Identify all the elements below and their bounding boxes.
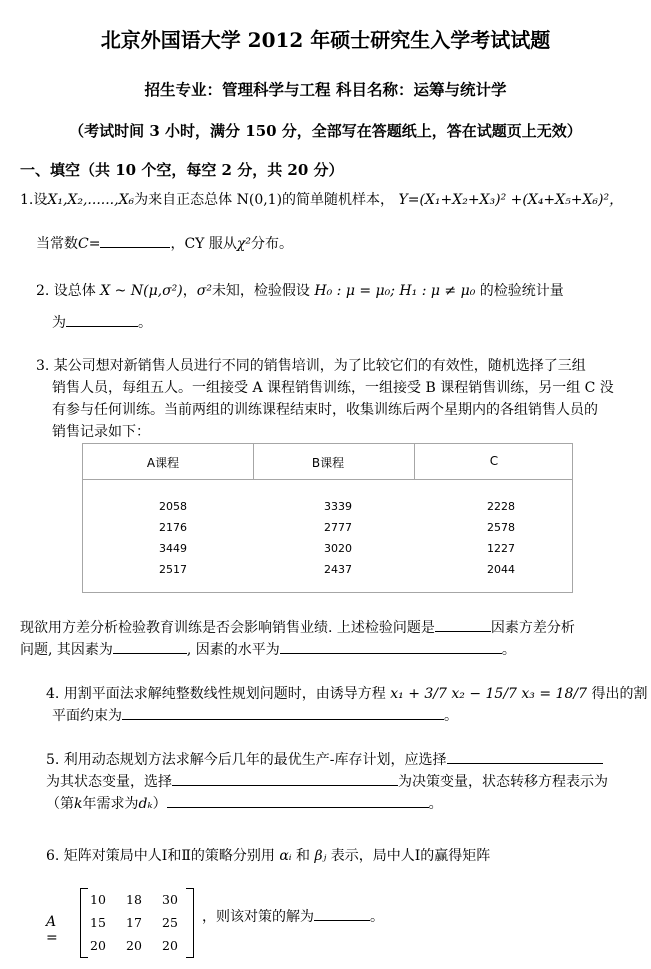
- exam-subtitle: 招生专业：管理科学与工程 科目名称：运筹与统计学: [144, 80, 507, 99]
- q6-text-a: 6. 矩阵对策局中人Ⅰ和Ⅱ的策略分别用: [46, 848, 275, 864]
- q1-text-d: ，CY 服从: [170, 236, 237, 252]
- q3-after2: [20, 639, 516, 661]
- q5-line1: [46, 749, 603, 771]
- q2-text-d: 的检验统计量: [479, 283, 564, 299]
- q1-vars: X₁,X₂,......,X₆: [47, 192, 135, 208]
- matrix-cell: 17: [126, 915, 142, 930]
- q3-line4: 销售记录如下：: [52, 424, 150, 440]
- q4-equation: x₁ + 3/7 x₂ − 15/7 x₃ = 18/7: [390, 686, 587, 702]
- q5-text-g: 。: [428, 796, 443, 812]
- q4-line1: [46, 683, 647, 705]
- q3-line2: 销售人员，每组五人。一组接受 A 课程销售训练，一组接受 B 课程销售训练，另一组 C 没: [52, 380, 614, 396]
- table-header-row: [83, 444, 572, 480]
- q2-hyp: H₀ : μ = μ₀; H₁ : μ ≠ μ₀: [314, 283, 476, 299]
- table-header-b: B课程: [311, 456, 345, 470]
- q1-chi: χ²: [236, 236, 251, 252]
- table-cell: 2437: [324, 563, 352, 576]
- q6-text-e: 。: [370, 909, 384, 925]
- q6-text-d: ，则该对策的解为: [202, 909, 314, 925]
- q1-const: C: [78, 236, 89, 252]
- q3-after1: [20, 617, 575, 639]
- q5-blank-2[interactable]: [172, 772, 398, 786]
- q6-blank[interactable]: [314, 907, 370, 921]
- q5-blank-1[interactable]: [447, 750, 603, 764]
- q2-line2: [52, 312, 152, 334]
- q5-blank-3[interactable]: [167, 794, 429, 808]
- matrix-right-bracket: [186, 888, 194, 958]
- matrix-left-bracket: [80, 888, 88, 958]
- table-cell: 3020: [324, 542, 352, 555]
- q5-text-f: ）: [152, 796, 167, 812]
- matrix-cell: 18: [126, 892, 142, 907]
- q1-blank[interactable]: [100, 234, 170, 248]
- q5-line3: [46, 793, 443, 815]
- q3-blank-1[interactable]: [435, 618, 491, 632]
- q5-text-a: 5. 利用动态规划方法求解今后几年的最优生产-库存计划，应选择: [46, 752, 447, 768]
- table-cell: 2578: [487, 521, 515, 534]
- q3-line1: 3. 某公司想对新销售人员进行不同的销售培训，为了比较它们的有效性，随机选择了三组: [36, 358, 586, 374]
- matrix-cell: 10: [90, 892, 106, 907]
- q2-text-c: 未知，检验假设: [211, 283, 310, 299]
- q5-text-e: 年需求为: [82, 796, 139, 812]
- q5-k: k: [74, 796, 83, 812]
- table-cell: 2058: [159, 500, 187, 513]
- q1-eq: =: [88, 236, 101, 252]
- table-header-a: A课程: [146, 456, 180, 470]
- matrix-cell: 30: [162, 892, 178, 907]
- q5-text-b: 为其状态变量，选择: [46, 774, 172, 790]
- matrix-label: A =: [46, 914, 58, 946]
- matrix-cell: 20: [90, 938, 106, 953]
- q1-formula: Y=(X₁+X₂+X₃)² +(X₄+X₅+X₆)²，: [398, 192, 624, 208]
- q3-after-text-e: 。: [501, 642, 516, 658]
- q5-dk: dₖ: [138, 796, 153, 812]
- q5-text-c: 为决策变量，状态转移方程表示为: [398, 774, 608, 790]
- section-heading: 一、填空（共 10 个空，每空 2 分，共 20 分）: [20, 161, 344, 179]
- q4-line2: [52, 705, 458, 727]
- matrix-cell: 25: [162, 915, 178, 930]
- q3-line3: 有参与任何训练。当前两组的训练课程结束时，收集训练后两个星期内的各组销售人员的: [52, 402, 598, 418]
- table-cell: 3449: [159, 542, 187, 555]
- table-header-c: C: [489, 454, 499, 468]
- table-cell: 2044: [487, 563, 515, 576]
- q2-text-b: ，: [182, 283, 197, 299]
- matrix-cell: 20: [162, 938, 178, 953]
- q4-text-d: 。: [444, 708, 458, 724]
- q6-tail: [202, 906, 384, 928]
- q6-text-b: 和: [296, 848, 311, 864]
- q2-sigma: σ²: [196, 283, 212, 299]
- sales-table: [82, 443, 573, 593]
- q5-line2: [46, 771, 608, 793]
- table-cell: 3339: [324, 500, 352, 513]
- exam-note: （考试时间 3 小时，满分 150 分，全部写在答题纸上，答在试题页上无效）: [69, 122, 582, 140]
- q1-line2: [36, 233, 293, 255]
- table-cell: 2777: [324, 521, 352, 534]
- q3-after-text-c: 问题, 其因素为: [20, 642, 113, 658]
- q3-after-text-a: 现欲用方差分析检验教育训练是否会影响销售业绩. 上述检验问题是: [20, 620, 435, 636]
- q2-text-a: 2. 设总体: [36, 283, 96, 299]
- q2-text-f: 。: [138, 315, 152, 331]
- q1-text-b: 为来自正态总体 N(0,1)的简单随机样本，: [134, 192, 395, 208]
- table-cell: 2176: [159, 521, 187, 534]
- q3-after-text-d: , 因素的水平为: [186, 642, 280, 658]
- q2-text-e: 为: [52, 315, 66, 331]
- q3-after-text-b: 因素方差分析: [490, 620, 575, 636]
- matrix-cell: 20: [126, 938, 142, 953]
- table-cell: 1227: [487, 542, 515, 555]
- q6-beta: βⱼ: [314, 848, 327, 864]
- q2-line1: [36, 280, 564, 302]
- table-cell: 2228: [487, 500, 515, 513]
- q6-text-c: 表示，局中人Ⅰ的赢得矩阵: [330, 848, 491, 864]
- q1-text-e: 分布。: [250, 236, 293, 252]
- exam-title: 北京外国语大学 2012 年硕士研究生入学考试试题: [100, 28, 551, 52]
- q2-dist: X ~ N(μ,σ²): [100, 283, 183, 299]
- q1-text-a: 1.设: [20, 192, 48, 208]
- matrix-cell: 15: [90, 915, 106, 930]
- q5-text-d: （第: [46, 796, 74, 812]
- q2-blank[interactable]: [66, 313, 138, 327]
- table-cell: 2517: [159, 563, 187, 576]
- q3-blank-2[interactable]: [113, 640, 187, 654]
- q1-text-c: 当常数: [36, 236, 78, 252]
- q4-text-a: 4. 用割平面法求解纯整数线性规划问题时，由诱导方程: [46, 686, 386, 702]
- q4-blank[interactable]: [122, 706, 444, 720]
- q6-line1: [46, 845, 490, 867]
- q6-alpha: αᵢ: [279, 848, 292, 864]
- q1-line1: [20, 189, 623, 211]
- q3-blank-3[interactable]: [280, 640, 502, 654]
- q4-text-c: 平面约束为: [52, 708, 122, 724]
- q4-text-b: 得出的割: [591, 686, 648, 702]
